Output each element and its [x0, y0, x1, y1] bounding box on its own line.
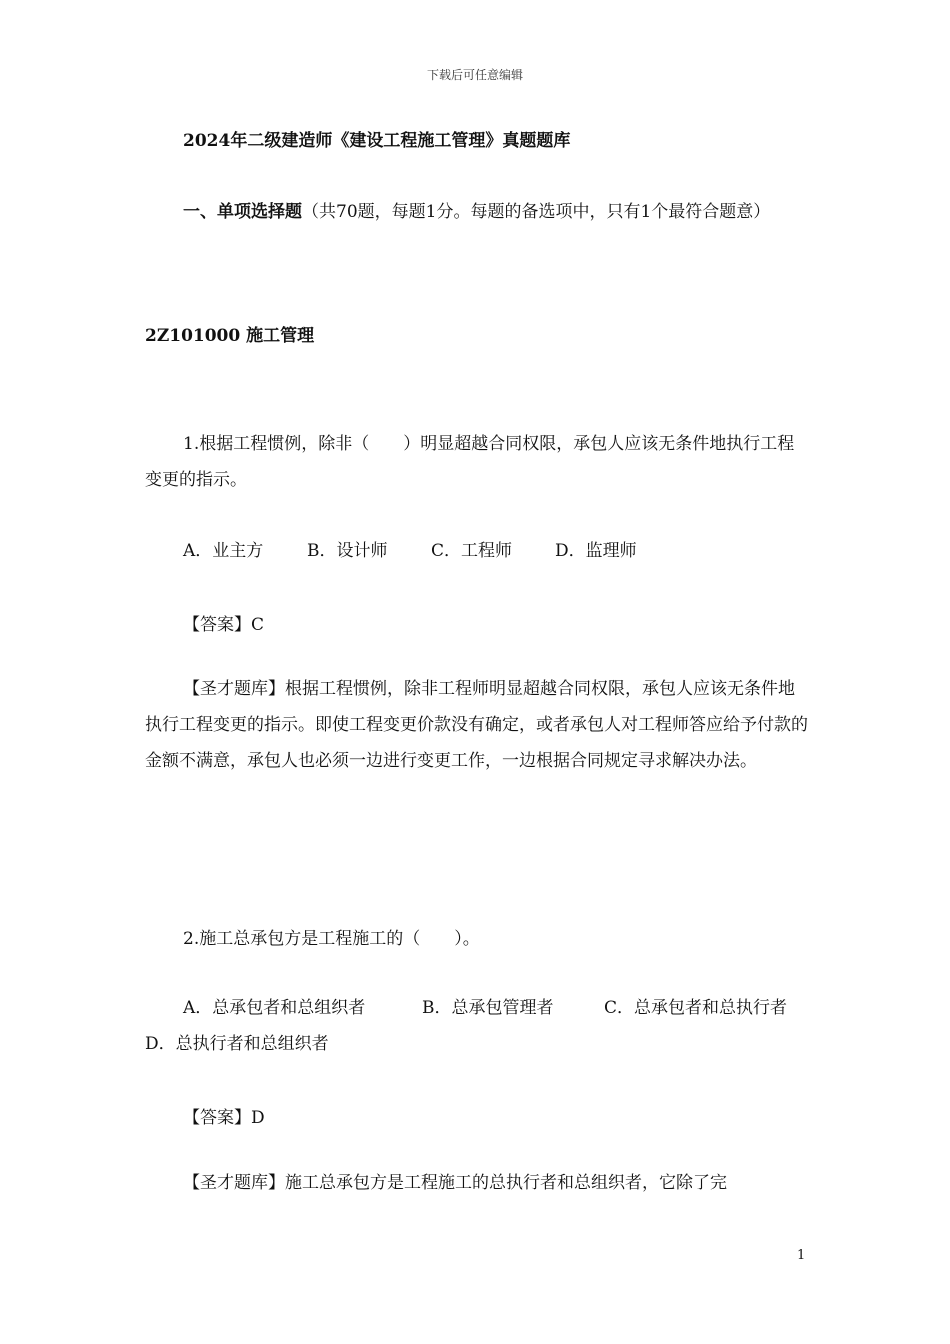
option-a: A．业主方	[183, 541, 264, 561]
option-a: A．总承包者和总组织者	[183, 998, 366, 1018]
question-1-stem: 1.根据工程惯例，除非（ ）明显超越合同权限，承包人应该无条件地执行工程变更的指示。	[145, 434, 795, 490]
section-heading	[145, 194, 810, 230]
option-d: D．监理师	[555, 541, 637, 561]
page-number: 1	[797, 1248, 806, 1263]
question-1-answer: 【答案】C	[183, 615, 265, 635]
chapter-heading: 2Z101000 施工管理	[145, 326, 315, 346]
question-2-explanation: 【圣才题库】施工总承包方是工程施工的总执行者和总组织者，它除了完	[183, 1173, 727, 1193]
option-c: C．工程师	[431, 541, 513, 561]
document-title: 2024年二级建造师《建设工程施工管理》真题题库	[183, 131, 571, 151]
option-c: C．总承包者和总执行者	[604, 998, 788, 1018]
header-note: 下载后可任意编辑	[426, 68, 523, 82]
question-1-options	[145, 533, 810, 569]
option-b: B．设计师	[307, 541, 388, 561]
question-1-explanation: 【圣才题库】根据工程惯例，除非工程师明显超越合同权限，承包人应该无条件地执行工程变更的指示。即使工程变更价款没有确定，或者承包人对工程师答应给予付款的金额不满意，承包人也必须一边进行变更工作，一边根据合同规定寻求解决办法。	[145, 679, 808, 771]
question-2-stem: 2.施工总承包方是工程施工的（ ）。	[183, 929, 480, 949]
option-d: D．总执行者和总组织者	[145, 1034, 329, 1054]
option-b: B．总承包管理者	[422, 998, 554, 1018]
question-2-answer: 【答案】D	[183, 1108, 265, 1128]
section-heading-bold: 一、单项选择题	[183, 202, 302, 222]
section-heading-note: （共70题，每题1分。每题的备选项中，只有1个最符合题意）	[302, 202, 771, 222]
question-2-options	[145, 990, 810, 1062]
